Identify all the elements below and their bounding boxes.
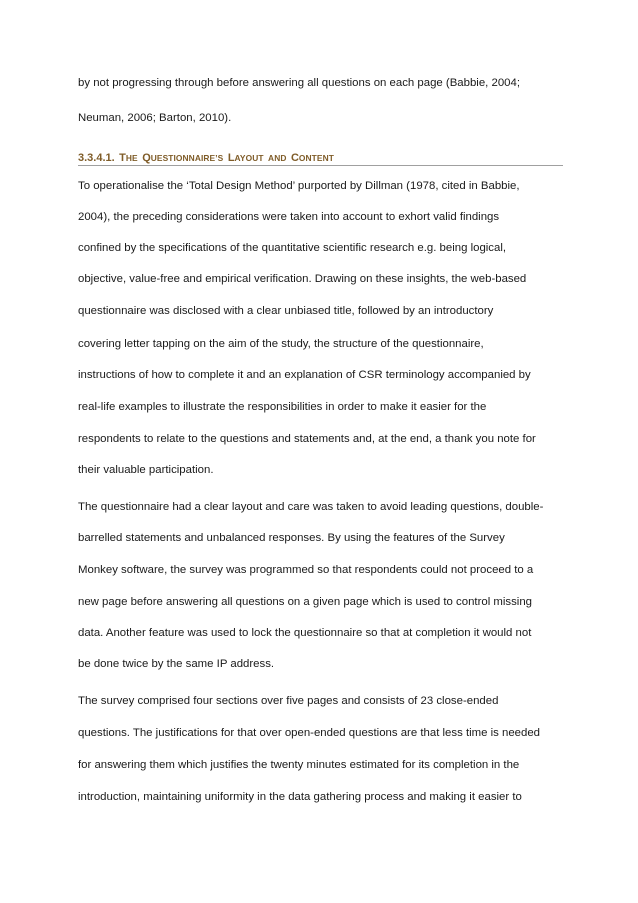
text-line: be done twice by the same IP address.: [78, 658, 275, 670]
text-line: new page before answering all questions on a given page which is used to control missing: [78, 596, 533, 608]
heading-smallcaps: AYOUT: [234, 153, 264, 163]
text-line: covering letter tapping on the aim of the study, the structure of the questionnaire,: [78, 338, 484, 350]
heading-letter: C: [290, 152, 299, 164]
text-line: Neuman, 2006; Barton, 2010).: [78, 112, 232, 124]
text-line: respondents to relate to the questions and statements and, at the end, a thank you note for: [78, 433, 536, 445]
text-line: The questionnaire had a clear layout and care was taken to avoid leading questions, double-: [78, 501, 544, 513]
text-line: data. Another feature was used to lock the questionnaire so that at completion it would not: [78, 627, 532, 639]
heading-letter: L: [227, 152, 235, 164]
text-line: objective, value-free and empirical verification. Drawing on these insights, the web-based: [78, 273, 527, 285]
heading-smallcaps: ONTENT: [298, 153, 334, 163]
text-line: instructions of how to complete it and an explanation of CSR terminology accompanied by: [78, 369, 531, 381]
text-line: introduction, maintaining uniformity in the data gathering process and making it easier to: [78, 791, 522, 803]
section-heading: [78, 148, 563, 166]
heading-letter: T: [119, 152, 126, 164]
heading-smallcaps: UESTIONNAIRE’S: [150, 153, 224, 163]
text-line: by not progressing through before answering all questions on each page (Babbie, 2004;: [78, 77, 521, 89]
text-line: 2004), the preceding considerations were taken into account to exhort valid findings: [78, 211, 500, 223]
section-number: 3.3.4.1.: [78, 152, 115, 164]
text-line: questions. The justifications for that over open-ended questions are that less time is needed: [78, 727, 541, 739]
text-line: confined by the specifications of the quantitative scientific research e.g. being logical,: [78, 242, 507, 254]
text-line: their valuable participation.: [78, 464, 214, 476]
text-line: for answering them which justifies the twenty minutes estimated for its completion in the: [78, 759, 520, 771]
heading-smallcaps: HE: [125, 153, 138, 163]
heading-smallcaps: AND: [268, 153, 287, 163]
text-line: barrelled statements and unbalanced responses. By using the features of the Survey: [78, 532, 505, 544]
text-line: real-life examples to illustrate the responsibilities in order to make it easier for the: [78, 401, 487, 413]
text-line: To operationalise the ‘Total Design Method’ purported by Dillman (1978, cited in Babbie,: [78, 180, 520, 192]
heading-letter: Q: [142, 152, 151, 164]
text-line: The survey comprised four sections over five pages and consists of 23 close-ended: [78, 695, 499, 707]
text-line: questionnaire was disclosed with a clear unbiased title, followed by an introductory: [78, 305, 494, 317]
text-line: Monkey software, the survey was programmed so that respondents could not proceed to a: [78, 564, 534, 576]
